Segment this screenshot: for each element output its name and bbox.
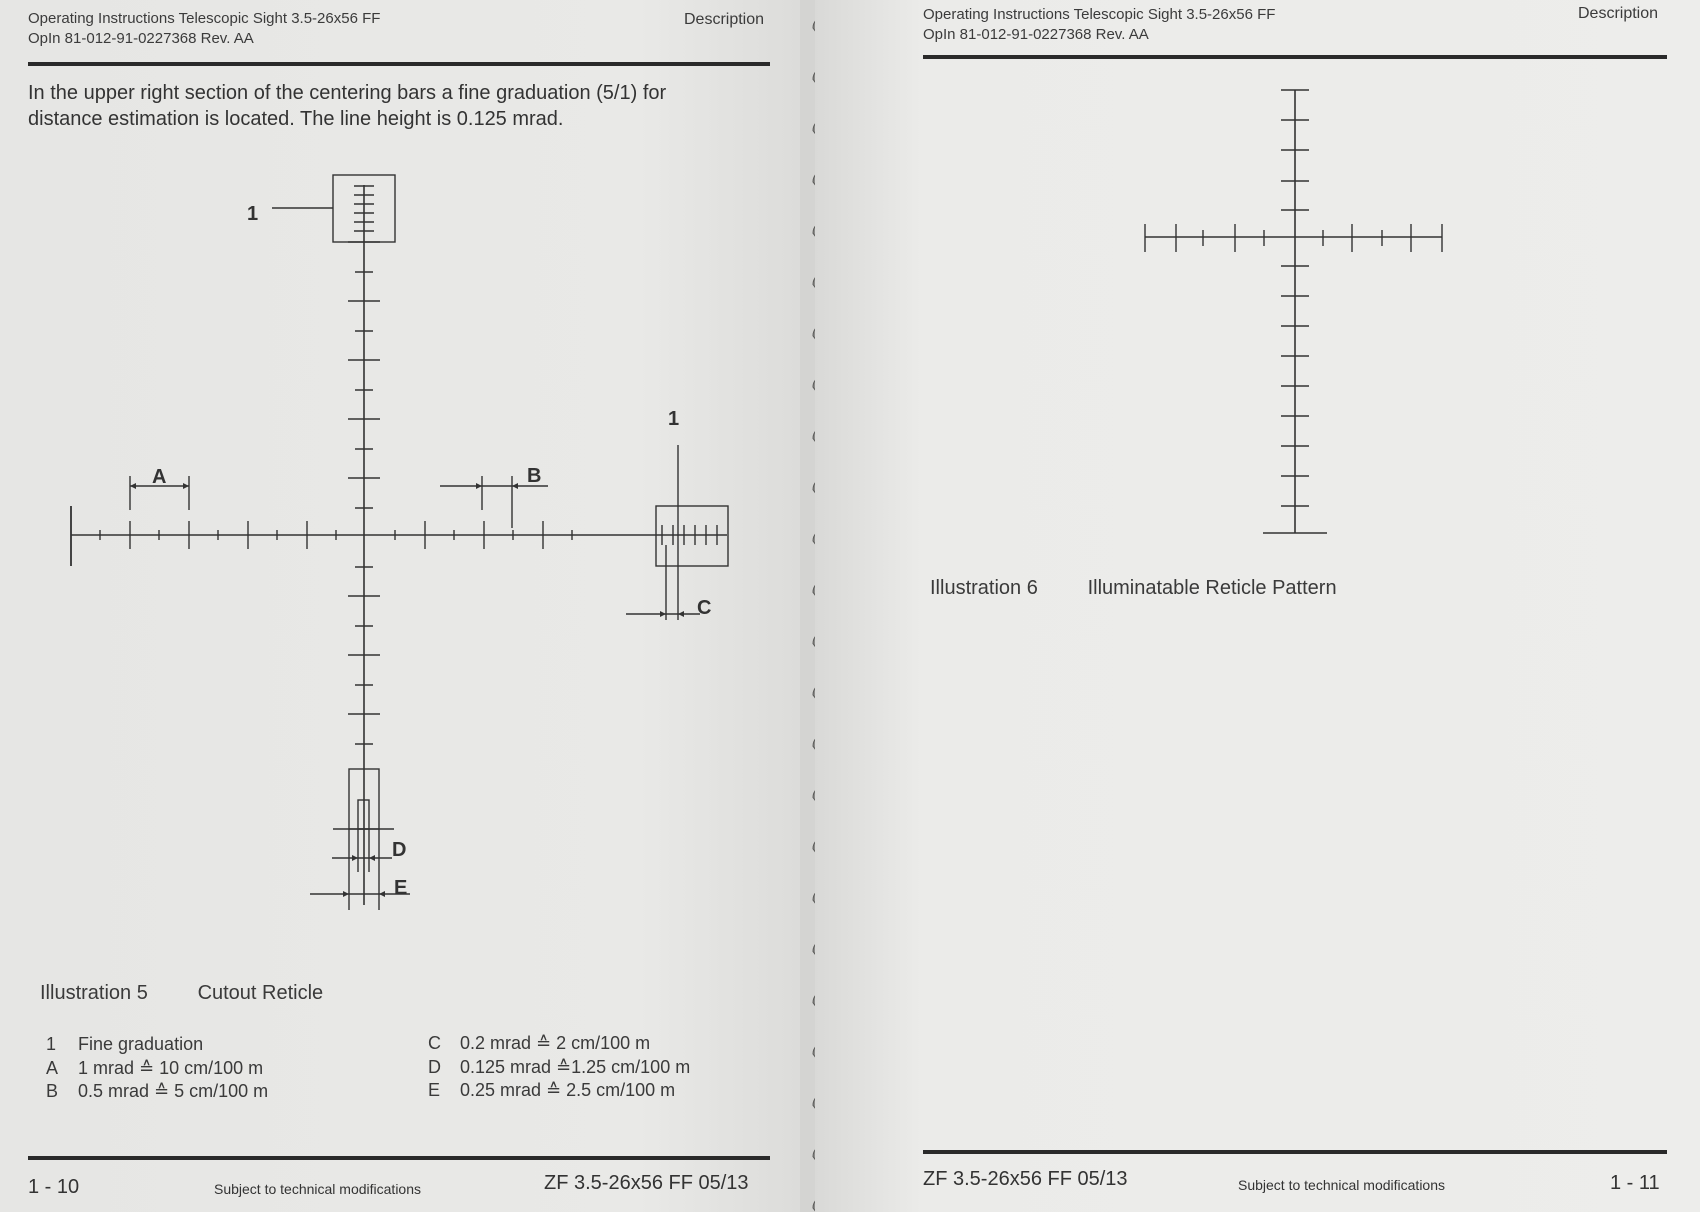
right-footer-note: Subject to technical modifications (1238, 1177, 1445, 1193)
left-page (0, 0, 800, 1212)
legend-key: A (46, 1057, 59, 1078)
legend-key: 1 (46, 1034, 57, 1054)
cutout-reticle-figure (0, 0, 800, 1212)
legend-key: D (428, 1056, 441, 1077)
right-header-line2: OpIn 81-012-91-0227368 Rev. AA (923, 26, 1149, 43)
illustration-6-caption (930, 577, 1337, 600)
legend-text: Fine graduation (78, 1034, 204, 1054)
dim-a-arrow (130, 483, 136, 489)
label-a: A (152, 466, 167, 488)
right-header-section: Description (1578, 5, 1659, 22)
illustration-5-caption (40, 982, 323, 1005)
left-footer-rule (28, 1156, 770, 1160)
legend-item (46, 1033, 268, 1057)
dim-d-arrow (369, 855, 375, 861)
legend-left (46, 1033, 268, 1104)
legend-text: 0.25 mrad ≙ 2.5 cm/100 m (460, 1080, 676, 1100)
legend-key: C (428, 1033, 441, 1053)
legend-text: 0.2 mrad ≙ 2 cm/100 m (460, 1033, 651, 1053)
illustration-5-number: Illustration 5 (40, 982, 148, 1004)
right-header-line1: Operating Instructions Telescopic Sight 3.5-26x56 FF (923, 6, 1276, 23)
legend-text: 0.125 mrad ≙1.25 cm/100 m (460, 1056, 691, 1077)
illustration-5-title: Cutout Reticle (197, 982, 324, 1004)
dim-d-arrow (352, 855, 358, 861)
dim-c-arrow (660, 611, 666, 617)
legend-key: E (428, 1080, 441, 1100)
legend-item (46, 1057, 268, 1081)
dim-e-arrow (379, 891, 385, 897)
left-footer-note: Subject to technical modifications (214, 1181, 421, 1197)
legend-key: B (46, 1081, 59, 1101)
label-e: E (394, 877, 408, 899)
label-b: B (527, 465, 542, 487)
legend-text: 1 mrad ≙ 10 cm/100 m (78, 1057, 264, 1078)
illustration-6-number: Illustration 6 (930, 577, 1038, 599)
legend-item (428, 1079, 690, 1103)
dim-a-arrow (183, 483, 189, 489)
left-header-line1: Operating Instructions Telescopic Sight 3.5-26x56 FF (28, 10, 381, 27)
left-header-line2: OpIn 81-012-91-0227368 Rev. AA (28, 30, 254, 47)
legend-item (46, 1080, 268, 1104)
label-1-right: 1 (668, 408, 680, 430)
legend-item (428, 1032, 690, 1056)
right-footer-rule (923, 1150, 1667, 1154)
right-footer-product: ZF 3.5-26x56 FF 05/13 (923, 1168, 1128, 1190)
right-footer-page-number: 1 - 11 (1610, 1172, 1660, 1194)
right-page (815, 0, 1700, 1212)
illustration-6-title: Illuminatable Reticle Pattern (1087, 577, 1337, 599)
left-footer-product: ZF 3.5-26x56 FF 05/13 (544, 1172, 749, 1194)
label-c: C (697, 597, 712, 619)
intro-paragraph: In the upper right section of the centering bars a fine graduation (5/1) for distance estimation is located. The line height is 0.125 mrad. (28, 82, 667, 130)
dim-b-arrow (512, 483, 518, 489)
label-d: D (392, 839, 407, 861)
left-header-section: Description (684, 11, 765, 28)
left-footer-page-number: 1 - 10 (28, 1176, 80, 1198)
dim-c-arrow (678, 611, 684, 617)
illuminatable-reticle-figure (815, 0, 1700, 1212)
legend-text: 0.5 mrad ≙ 5 cm/100 m (78, 1081, 269, 1101)
label-1-top: 1 (247, 203, 259, 225)
dim-b-arrow (476, 483, 482, 489)
legend-item (428, 1056, 690, 1080)
legend-right (428, 1032, 690, 1103)
dim-e-arrow (343, 891, 349, 897)
